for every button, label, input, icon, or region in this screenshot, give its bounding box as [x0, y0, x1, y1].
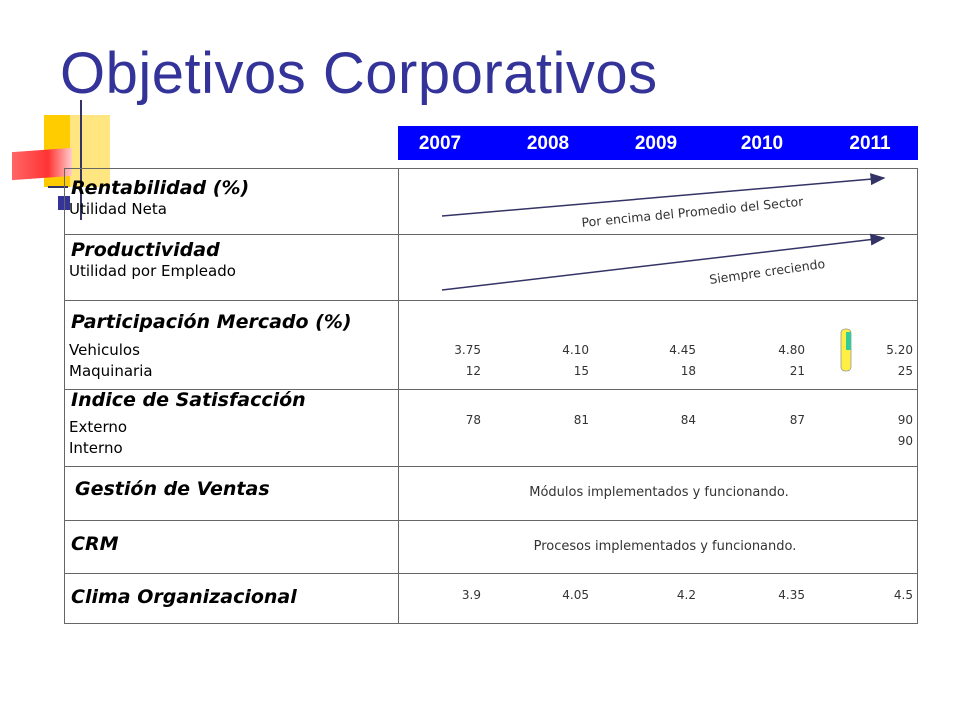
- value-cell: 4.5: [893, 588, 913, 602]
- value-cell: 4.10: [562, 343, 589, 357]
- year-label: 2007: [418, 133, 462, 154]
- year-label: 2011: [849, 133, 891, 154]
- value-cell: 3.75: [454, 343, 481, 357]
- row-note-gestion-ventas: Módulos implementados y funcionando.: [529, 485, 789, 500]
- arrow-text-productividad: Siempre creciendo: [708, 255, 827, 287]
- value-cell: 15: [573, 364, 589, 378]
- value-cell: 4.2: [676, 588, 696, 602]
- row-sub-utilidad-empleado: Utilidad por Empleado: [69, 262, 236, 280]
- value-cell: 90: [897, 413, 913, 427]
- row-label-satisfaccion: Indice de Satisfacción: [71, 389, 306, 411]
- value-cell: 81: [573, 413, 589, 427]
- row-sub-utilidad-neta: Utilidad Neta: [69, 200, 167, 218]
- value-cell: 4.35: [778, 588, 805, 602]
- row-sub-vehiculos: Vehiculos: [69, 341, 140, 359]
- value-cell: 90: [897, 434, 913, 448]
- value-cell: 18: [680, 364, 696, 378]
- value-cell: 78: [465, 413, 481, 427]
- row-sub-externo: Externo: [69, 418, 128, 436]
- value-cell: 5.20: [886, 343, 913, 357]
- value-cell: 25: [897, 364, 913, 378]
- value-cell: 84: [680, 413, 696, 427]
- page-title: Objetivos Corporativos: [60, 41, 658, 106]
- row-label-gestion-ventas: Gestión de Ventas: [75, 478, 270, 500]
- year-label: 2010: [740, 133, 784, 154]
- row-label-rentabilidad: Rentabilidad (%): [71, 177, 250, 199]
- row-label-productividad: Productividad: [71, 239, 220, 261]
- value-cell: 3.9: [461, 588, 481, 602]
- row-sub-maquinaria: Maquinaria: [69, 362, 153, 380]
- row-sub-interno: Interno: [69, 439, 123, 457]
- value-cell: 4.45: [669, 343, 696, 357]
- value-cell: 4.05: [562, 588, 589, 602]
- year-label: 2008: [526, 133, 570, 154]
- row-label-clima: Clima Organizacional: [71, 586, 297, 608]
- value-cell: 4.80: [778, 343, 805, 357]
- highlight-marker: [840, 328, 852, 372]
- value-cell: 12: [465, 364, 481, 378]
- row-note-crm: Procesos implementados y funcionando.: [533, 539, 797, 554]
- row-label-participacion: Participación Mercado (%): [71, 311, 352, 333]
- value-cell: 21: [789, 364, 805, 378]
- year-label: 2009: [634, 133, 678, 154]
- value-cell: 87: [789, 413, 805, 427]
- arrow-text-rentabilidad: Por encima del Promedio del Sector: [580, 193, 804, 230]
- row-label-crm: CRM: [71, 533, 119, 555]
